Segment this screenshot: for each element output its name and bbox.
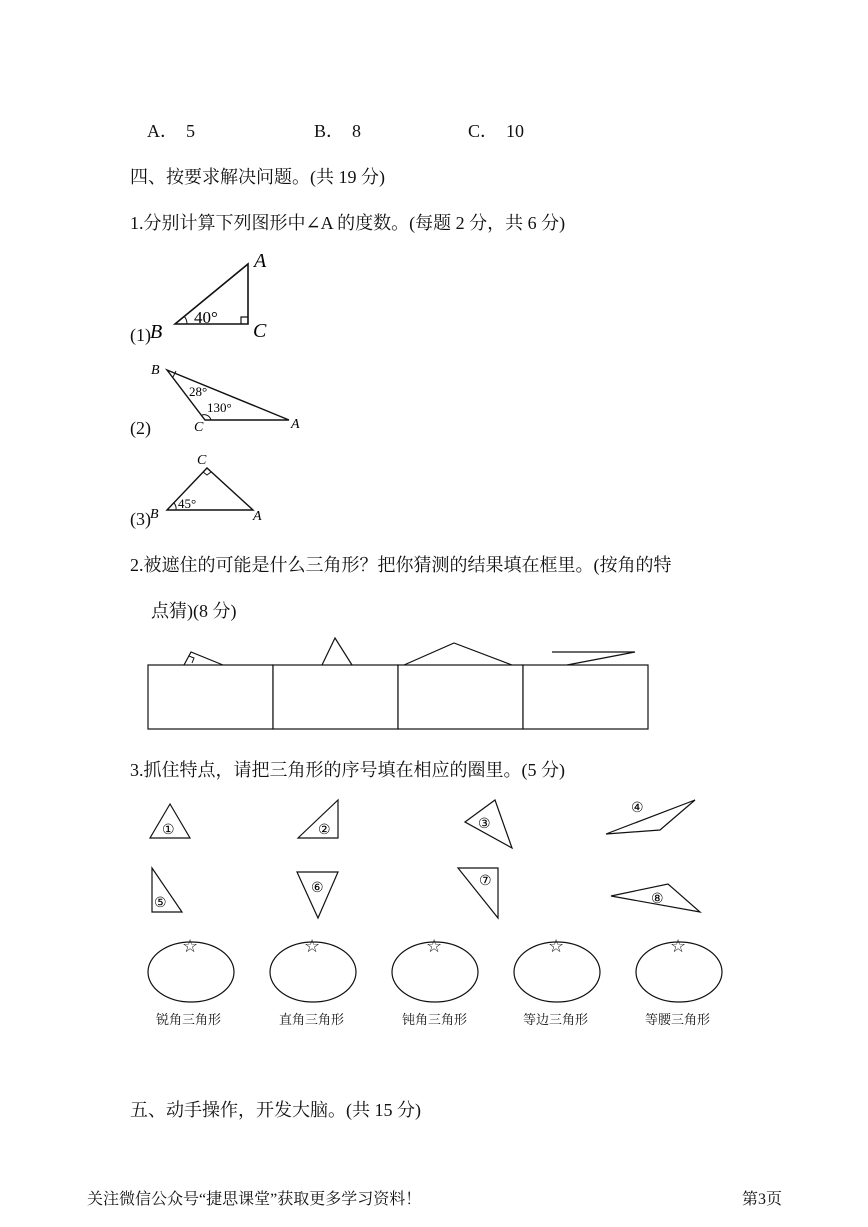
fig1-angle-b: 40° [194, 308, 218, 327]
peek-triangle-3 [404, 643, 512, 665]
answer-box-4[interactable] [523, 665, 648, 729]
fig2-vertex-b: B [151, 363, 160, 378]
triangle-2 [298, 800, 338, 838]
fig2-vertex-a: A [291, 417, 300, 432]
choice-c [468, 117, 524, 143]
fig2-triangle [145, 358, 315, 438]
fig1-triangle [140, 245, 280, 350]
q1-text: 1.分别计算下列图形中∠A 的度数。(每题 2 分，共 6 分) [130, 213, 566, 233]
ellipse-acute[interactable] [148, 936, 234, 1002]
peek-triangle-1 [184, 652, 223, 665]
star-icon: ☆ [548, 936, 565, 956]
q2-text-line2: 点猜)(8 分) [151, 601, 237, 621]
label-obtuse: 钝角三角形 [402, 1013, 468, 1028]
fig1-vertex-a: A [254, 250, 267, 272]
q2-text-line1: 2.被遮住的可能是什么三角形？把你猜测的结果填在框里。(按角的特 [130, 555, 672, 575]
triangle-1 [150, 804, 190, 838]
q3-triangles [140, 790, 720, 925]
label-acute: 锐角三角形 [156, 1013, 222, 1028]
fig1-number: (1) [130, 325, 151, 345]
svg-text:⑥: ⑥ [311, 881, 324, 896]
svg-text:③: ③ [478, 817, 491, 832]
answer-box-2[interactable] [273, 665, 398, 729]
triangle-6 [297, 872, 338, 918]
choice-a [147, 117, 195, 143]
triangle-4 [606, 800, 695, 834]
section4-title: 四、按要求解决问题。(共 19 分) [130, 167, 385, 187]
svg-text:①: ① [162, 823, 175, 838]
fig3-vertex-a: A [253, 509, 262, 524]
triangle-8 [611, 884, 700, 912]
label-isosceles: 等腰三角形 [645, 1013, 711, 1028]
svg-text:⑤: ⑤ [154, 896, 167, 911]
star-icon: ☆ [304, 936, 321, 956]
triangle-5 [152, 868, 182, 912]
fig1-vertex-b: B [150, 321, 163, 343]
star-icon: ☆ [182, 936, 199, 956]
choice-c-letter: C． [468, 121, 499, 141]
answer-box-3[interactable] [398, 665, 523, 729]
label-right: 直角三角形 [279, 1013, 345, 1028]
fig2-number: (2) [130, 418, 151, 438]
fig3-vertex-c: C [197, 453, 207, 468]
fig1-vertex-c: C [253, 320, 267, 342]
choice-a-value: 5 [186, 121, 195, 141]
svg-text:②: ② [318, 823, 331, 838]
q3-ellipses [140, 930, 740, 1020]
fig3-angle-b: 45° [178, 496, 197, 511]
label-equilateral: 等边三角形 [523, 1013, 589, 1028]
ellipse-obtuse[interactable] [392, 936, 478, 1002]
star-icon: ☆ [426, 936, 443, 956]
fig3-triangle [145, 448, 275, 528]
triangle-3 [465, 800, 512, 848]
footer-note: 关注微信公众号“捷思课堂”获取更多学习资料！ [87, 1191, 422, 1208]
peek-triangle-2 [322, 638, 352, 665]
section5-title: 五、动手操作，开发大脑。(共 15 分) [130, 1100, 421, 1120]
choice-b [314, 117, 361, 143]
svg-text:⑦: ⑦ [479, 874, 492, 889]
star-icon: ☆ [670, 936, 687, 956]
q3-text: 3.抓住特点，请把三角形的序号填在相应的圈里。(5 分) [130, 760, 565, 780]
page-number: 第3页 [742, 1191, 783, 1208]
choice-b-value: 8 [352, 121, 362, 141]
q2-covered-triangles [146, 634, 651, 732]
fig3-number: (3) [130, 509, 151, 529]
fig3-vertex-b: B [150, 507, 159, 522]
fig2-angle-c: 130° [207, 400, 232, 415]
choice-a-letter: A． [147, 121, 178, 141]
ellipse-isosceles[interactable] [636, 936, 722, 1002]
fig2-vertex-c: C [194, 420, 204, 435]
triangle-7 [458, 868, 498, 918]
ellipse-equilateral[interactable] [514, 936, 600, 1002]
peek-triangle-4 [552, 652, 635, 665]
answer-box-1[interactable] [148, 665, 273, 729]
choice-b-letter: B． [314, 121, 345, 141]
svg-text:⑧: ⑧ [651, 892, 664, 907]
svg-text:④: ④ [631, 801, 644, 816]
ellipse-right[interactable] [270, 936, 356, 1002]
choice-c-value: 10 [506, 121, 525, 141]
fig2-angle-b: 28° [189, 384, 208, 399]
